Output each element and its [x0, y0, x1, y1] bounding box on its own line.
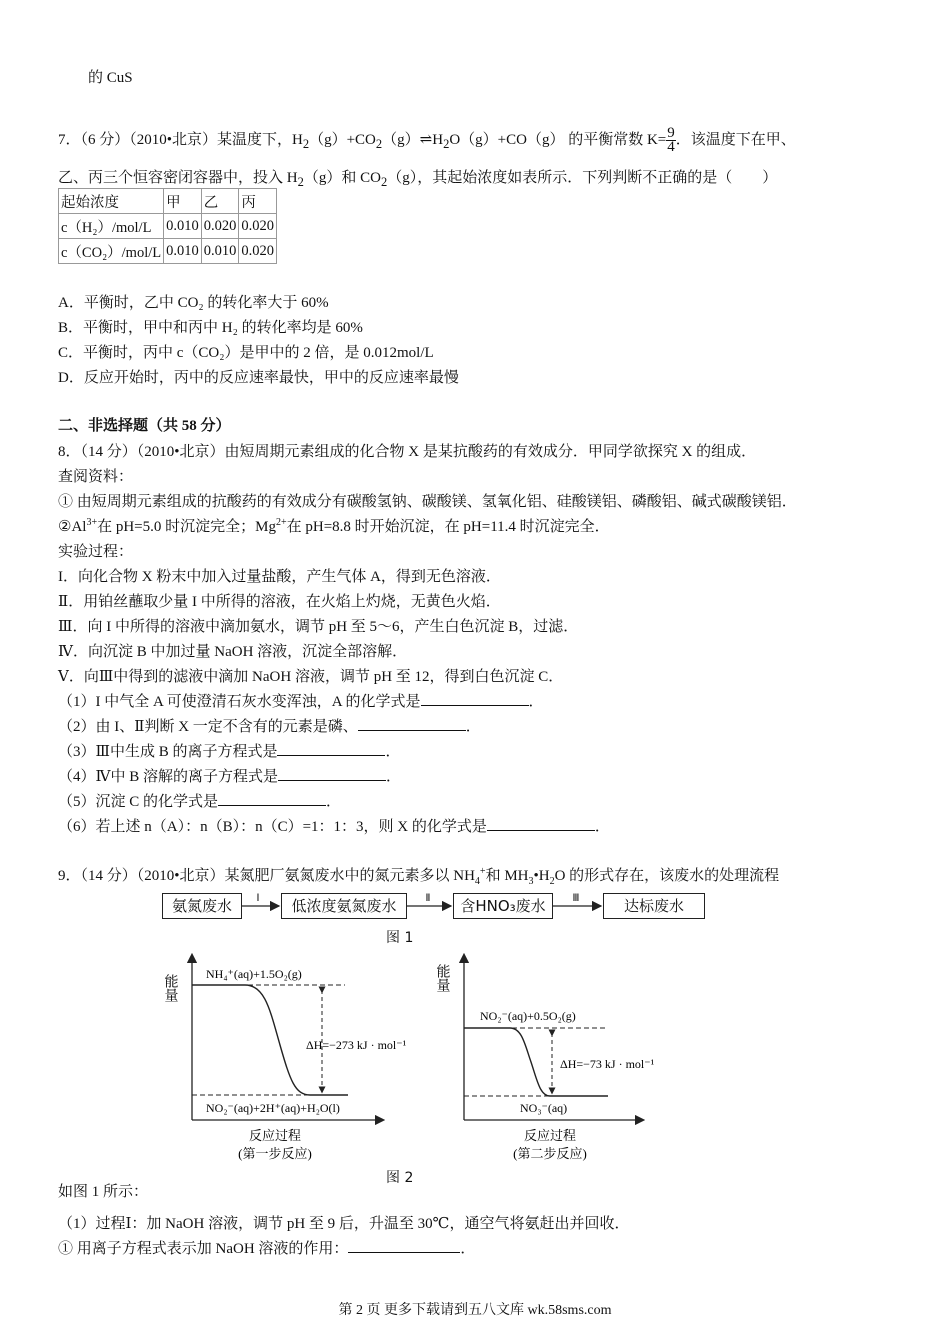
q9-as-fig: 如图 1 所示：	[58, 1184, 149, 1200]
q8-ref2: $②Al^{3+}$在 pH=5.0 时沉淀完全；$Mg^{2+}$在 pH=8.8 时开始沉淀，在 pH=11.4 时沉淀完全．	[58, 517, 610, 535]
chart-caption: (第二步反应)	[513, 1146, 587, 1161]
q8-step: I．向化合物 X 粉末中加入过量盐酸，产生气体 A，得到无色溶液．	[58, 569, 501, 585]
q8-subq-3: （3）Ⅲ中生成 B 的离子方程式是 ．	[58, 740, 401, 761]
page-footer: 第 2 页 更多下载请到五八文库 wk.58sms.com	[338, 1303, 612, 1318]
q8-subq-4: （4）Ⅳ中 B 溶解的离子方程式是 ．	[58, 765, 401, 786]
q8-step: Ⅴ．向Ⅲ中得到的滤液中滴加 NaOH 溶液，调节 pH 至 12，得到白色沉淀 C．	[58, 669, 564, 685]
answer-blank[interactable]	[421, 691, 529, 706]
table-row	[59, 239, 277, 264]
answer-blank[interactable]	[277, 741, 385, 756]
figure-1-caption: 图 1	[386, 930, 414, 946]
delta-h-label: ΔH=−73 kJ · mol⁻¹	[560, 1057, 655, 1071]
y-axis-label: 能量	[434, 964, 450, 992]
table-row	[59, 214, 277, 239]
q8-step: Ⅱ．用铂丝蘸取少量 I 中所得的溶液，在火焰上灼烧，无黄色火焰．	[58, 594, 501, 610]
table-cell: 0.020	[239, 214, 277, 239]
flow-arrows	[0, 880, 950, 930]
answer-blank[interactable]	[218, 791, 326, 806]
q9-p1: （1）过程Ⅰ：加 NaOH 溶液，调节 pH 至 9 后，升温至 30℃，通空气将氨赶出并回收．	[58, 1216, 630, 1232]
reactant-label: NO₂⁻(aq)+0.5O₂(g)	[480, 1009, 576, 1023]
q7-stem-line2: 乙、丙三个恒容密闭容器中，投入 $H_2(g)$和 $CO_2(g)$，其起始浓度如表所示．下列判断不正确的是（ ）	[58, 170, 778, 189]
q8-ref-title: 查阅资料：	[58, 469, 134, 485]
q7-stem: 7．（6 分）（2010•北京）某温度下，$H_2(g)+CO_2(g)\rightleftharpoons H_2O(g)+CO(g)$ 的平衡常数 K= $\frac{9}{4}$ ．该温度下在甲、	[58, 125, 796, 155]
table-cell: 0.010	[164, 239, 202, 264]
table-cell: 0.010	[201, 239, 239, 264]
table-cell: 0.020	[239, 239, 277, 264]
energy-diagram-step2	[435, 958, 655, 1161]
k-fraction: $\frac{9}{4}$	[667, 125, 675, 155]
table-header-row	[59, 189, 277, 214]
q9-stem: 9．（14 分）（2010•北京）某氮肥厂氨氮废水中的氮元素多以 $NH_4^+$和 $MH_3•H_2O$ 的形式存在，该废水的处理流程	[58, 866, 780, 887]
x-axis-label: 反应过程	[523, 1128, 577, 1143]
q8-ref1: ① 由短周期元素组成的抗酸药的有效成分有碳酸氢钠、碳酸镁、氢氧化铝、硅酸镁铝、磷酸铝、碱式碳酸镁铝．	[58, 494, 797, 510]
q8-exp-title: 实验过程：	[58, 544, 134, 560]
q8-step: Ⅲ．向 I 中所得的溶液中滴加氨水，调节 pH 至 5～6，产生白色沉淀 B，过滤．	[58, 619, 579, 635]
table-cell: 0.010	[164, 214, 202, 239]
q7-option-c: C．平衡时，丙中 c（CO₂）是甲中的 2 倍，是 0.012mol/L	[58, 345, 434, 361]
section-title: 二、非选择题（共 58 分）	[58, 418, 231, 434]
q8-subq-5: （5）沉淀 C 的化学式是 ．	[58, 790, 341, 811]
delta-h-label: ΔH=−273 kJ · mol⁻¹	[306, 1038, 407, 1052]
table-cell: c（CO₂）/mol/L	[59, 239, 164, 264]
q8-subq-1: （1）I 中气全 A 可使澄清石灰水变浑浊，A 的化学式是 ．	[58, 690, 544, 711]
flow-box-4: 达标废水	[603, 893, 705, 919]
flow-box-2: 低浓度氨氮废水	[281, 893, 407, 919]
chart-caption: (第一步反应)	[238, 1146, 312, 1161]
answer-blank[interactable]	[487, 816, 595, 831]
table-cell: 0.020	[201, 214, 239, 239]
flow-step-label: Ⅲ	[572, 893, 580, 904]
y-axis-label: 能量	[162, 974, 178, 1002]
q8-subq-6: （6）若上述 n（A）：n（B）：n（C）=1：1：3，则 X 的化学式是 ．	[58, 815, 610, 836]
q8-stem: 8．（14 分）（2010•北京）由短周期元素组成的化合物 X 是某抗酸药的有效成分．甲同学欲探究 X 的组成．	[58, 444, 757, 460]
answer-blank[interactable]	[278, 766, 386, 781]
table-cell: c（H₂）/mol/L	[59, 214, 164, 239]
x-axis-label: 反应过程	[248, 1128, 302, 1143]
table-cell: 乙	[201, 189, 239, 214]
q9-p2: ① 用离子方程式表示加 NaOH 溶液的作用： ．	[58, 1237, 475, 1258]
answer-blank[interactable]	[358, 716, 466, 731]
flow-box-1: 氨氮废水	[162, 893, 242, 919]
concentration-table	[58, 188, 277, 264]
table-cell: 甲	[164, 189, 202, 214]
flow-step-label: Ⅱ	[425, 893, 431, 904]
q7-option-b: B．平衡时，甲中和丙中 H₂ 的转化率均是 60%	[58, 320, 363, 336]
flow-box-3: 含HNO₃废水	[453, 893, 553, 919]
q8-step: Ⅳ．向沉淀 B 中加过量 NaOH 溶液，沉淀全部溶解．	[58, 644, 408, 660]
table-cell: 丙	[239, 189, 277, 214]
q7-option-d: D．反应开始时，丙中的反应速率最快，甲中的反应速率最慢	[58, 370, 459, 386]
top-line: 的 CuS	[88, 70, 133, 86]
reactant-label: NH₄⁺(aq)+1.5O₂(g)	[206, 967, 302, 981]
answer-blank[interactable]	[348, 1238, 460, 1253]
energy-diagrams	[150, 950, 670, 1170]
product-label: NO₂⁻(aq)+2H⁺(aq)+H₂O(l)	[206, 1101, 340, 1115]
energy-diagram-step1	[163, 958, 407, 1161]
flow-step-label: Ⅰ	[256, 893, 260, 904]
q7-option-a: A．平衡时，乙中 CO₂ 的转化率大于 60%	[58, 295, 329, 311]
table-cell: 起始浓度	[59, 189, 164, 214]
q8-subq-2: （2）由 I、Ⅱ判断 X 一定不含有的元素是磷、 ．	[58, 715, 481, 736]
figure-2-caption: 图 2	[386, 1170, 414, 1186]
product-label: NO₃⁻(aq)	[520, 1101, 568, 1115]
